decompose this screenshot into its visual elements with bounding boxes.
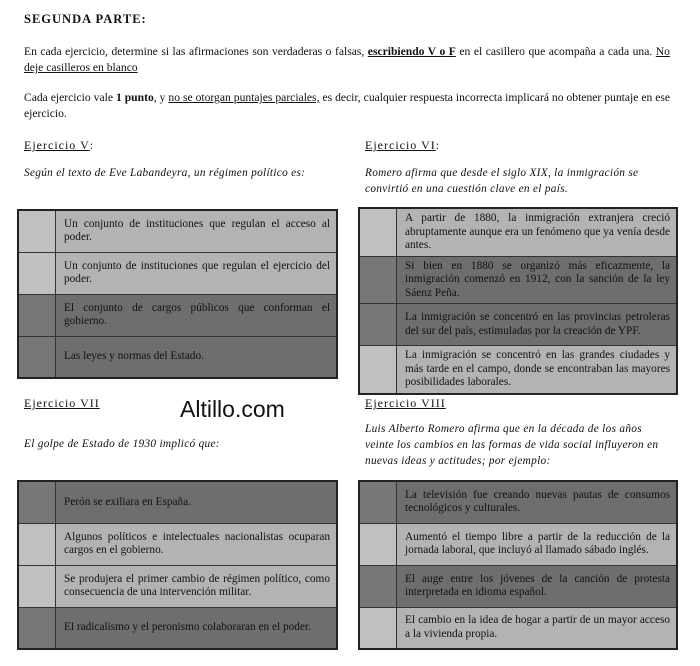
- statement: Aumentó el tiempo libre a partir de la reducción de la jornada laboral, que incluyó al llamado sábado inglés.: [397, 523, 678, 565]
- instructions-paragraph-1: [24, 44, 670, 76]
- answer-box[interactable]: [359, 565, 397, 607]
- answer-box[interactable]: [18, 481, 56, 523]
- statement: El radicalismo y el peronismo colaboraran en el poder.: [56, 607, 338, 649]
- instr-text: En cada ejercicio, determine si las afirmaciones son verdaderas o falsas,: [24, 45, 365, 58]
- instr-text: en el casillero que acompaña a cada una.: [459, 45, 653, 58]
- exercise-title-suffix: :: [89, 138, 94, 152]
- statement: La inmigración se concentró en las grandes ciudades y más tarde en el campo, donde se encontraban las mayores posibilidades laborales.: [397, 346, 678, 394]
- instr-emphasis: 1 punto: [115, 91, 154, 104]
- instr-text: Cada ejercicio vale: [24, 91, 113, 104]
- answer-box[interactable]: [18, 523, 56, 565]
- statement: Algunos políticos e intelectuales nacionalistas ocuparan cargos en el gobierno.: [56, 523, 338, 565]
- instr-emphasis: No deje casilleros en blanco: [24, 45, 670, 74]
- answer-box[interactable]: [359, 523, 397, 565]
- statement: Un conjunto de instituciones que regulan el ejercicio del poder.: [56, 252, 338, 294]
- answer-box[interactable]: [359, 256, 397, 304]
- statement: Se produjera el primer cambio de régimen político, como consecuencia de una intervención militar.: [56, 565, 338, 607]
- exercise-heading: [365, 396, 446, 411]
- exercise-intro: Luis Alberto Romero afirma que en la década de los años veinte los cambios en las formas de vida social influyeron en nuevas ideas y actitudes; por ejemplo:: [365, 423, 659, 467]
- statement: La inmigración se concentró en las provincias petroleras del sur del país, estimuladas por la creación de YPF.: [397, 304, 678, 346]
- answer-box[interactable]: [359, 607, 397, 649]
- exercise-table: [17, 209, 338, 379]
- answer-box[interactable]: [18, 252, 56, 294]
- answer-box[interactable]: [359, 346, 397, 394]
- statement: El auge entre los jóvenes de la canción de protesta interpretada en idioma español.: [397, 565, 678, 607]
- answer-box[interactable]: [359, 481, 397, 523]
- instructions-paragraph-2: [24, 90, 670, 122]
- watermark: Altillo.com: [180, 396, 285, 422]
- answer-box[interactable]: [18, 565, 56, 607]
- statement: El cambio en la idea de hogar a partir de un mayor acceso a la vivienda propia.: [397, 607, 678, 649]
- statement: A partir de 1880, la inmigración extranjera creció abruptamente aunque era un fenómeno que ya venía desde antes.: [397, 208, 678, 256]
- instr-emphasis: escribiendo V o F: [367, 45, 456, 58]
- exercise-intro: Romero afirma que desde el siglo XIX, la inmigración se convirtió en una cuestión clave en el país.: [365, 167, 639, 195]
- statement: Si bien en 1880 se organizó más eficazmente, la inmigración comenzó en 1912, con la sanción de la ley Sáenz Peña.: [397, 256, 678, 304]
- statement: Perón se exiliara en España.: [56, 481, 338, 523]
- exercise-heading: [24, 396, 100, 411]
- exercise-title-suffix: :: [435, 138, 440, 152]
- answer-box[interactable]: [18, 210, 56, 252]
- instr-text: , y: [153, 91, 166, 104]
- exercise-title: Ejercicio V: [24, 138, 90, 152]
- exercise-heading: [365, 138, 439, 153]
- instr-emphasis: no se otorgan puntajes parciales,: [168, 91, 320, 104]
- instr-text: es decir, cualquier respuesta incorrecta implicará no obtener puntaje en ese ejercicio.: [24, 91, 671, 120]
- answer-box[interactable]: [18, 336, 56, 378]
- exercise-title: Ejercicio VIII: [365, 396, 446, 410]
- exercise-table: [358, 480, 678, 650]
- statement: El conjunto de cargos públicos que conforman el gobierno.: [56, 294, 338, 336]
- statement: Un conjunto de instituciones que regulan el acceso al poder.: [56, 210, 338, 252]
- statement: Las leyes y normas del Estado.: [56, 336, 338, 378]
- exercise-table: [17, 480, 338, 650]
- exercise-table: [358, 207, 678, 395]
- exercise-title: Ejercicio VII: [24, 396, 100, 410]
- answer-box[interactable]: [359, 304, 397, 346]
- answer-box[interactable]: [18, 607, 56, 649]
- statement: La televisión fue creando nuevas pautas de consumos tecnológicos y culturales.: [397, 481, 678, 523]
- section-title: SEGUNDA PARTE:: [24, 12, 147, 26]
- exercise-title: Ejercicio VI: [365, 138, 436, 152]
- exercise-intro: El golpe de Estado de 1930 implicó que:: [24, 438, 220, 450]
- answer-box[interactable]: [359, 208, 397, 256]
- exercise-intro: Según el texto de Eve Labandeyra, un régimen político es:: [24, 167, 306, 179]
- exercise-heading: [24, 138, 93, 153]
- answer-box[interactable]: [18, 294, 56, 336]
